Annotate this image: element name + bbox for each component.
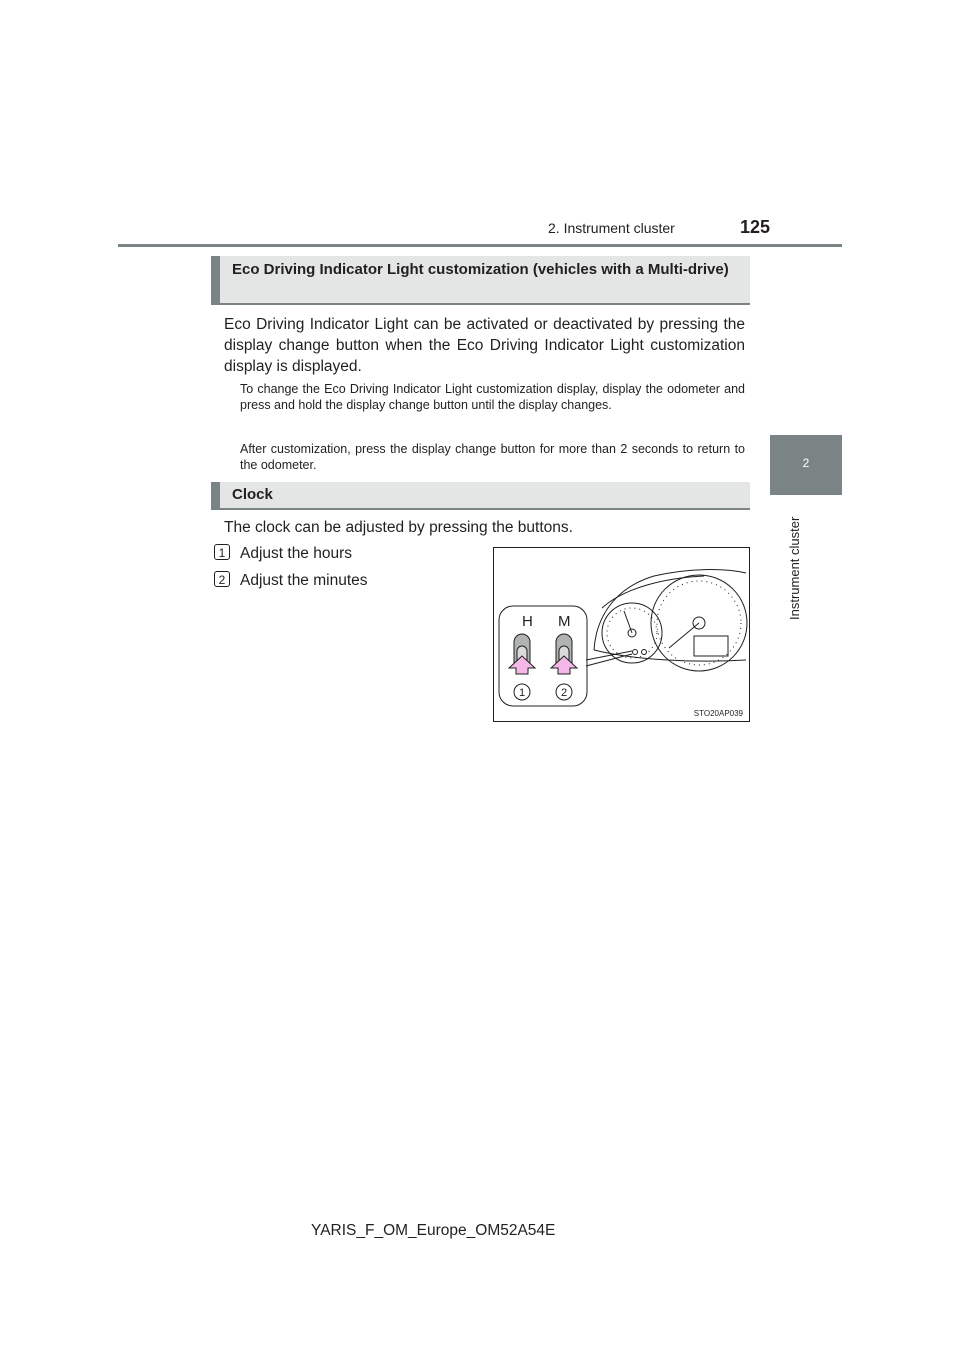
cluster-hood: [602, 576, 704, 608]
clock-buttons-illustration: [493, 547, 750, 722]
callout-frame: [499, 606, 587, 706]
list-item-text: Adjust the hours: [240, 545, 353, 562]
button-m-label: M: [558, 613, 571, 630]
eco-section-heading: Eco Driving Indicator Light customization (vehicles with a Multi-drive): [211, 256, 750, 305]
arrow-up-icon: [509, 656, 535, 674]
footer-doc-id: YARIS_F_OM_Europe_OM52A54E: [311, 1222, 556, 1239]
header-rule: [118, 244, 842, 247]
instrument-cluster-drawing: [494, 548, 749, 721]
callout-number-2: 2: [560, 687, 568, 699]
page-number: 125: [740, 217, 771, 237]
clock-section-body: The clock can be adjusted by pressing the buttons.: [224, 519, 573, 536]
clock-button-m-small: [642, 650, 647, 655]
eco-section-body: Eco Driving Indicator Light can be activated or deactivated by pressing the display change button when the Eco Driving Indicator Light customization display is displayed.: [224, 316, 745, 375]
clock-button-h-small: [633, 650, 638, 655]
tachometer-needle: [624, 611, 632, 633]
button-h-label: H: [522, 613, 533, 630]
chapter-tab-label: [784, 506, 804, 620]
callout-badge-2: 2: [214, 571, 230, 587]
header-section-title: 2. Instrument cluster: [548, 220, 675, 236]
list-item-hours: [214, 544, 352, 564]
callout-badge-1: 1: [214, 544, 230, 560]
chapter-tab-number: 2: [802, 456, 810, 470]
clock-section-heading: Clock: [211, 482, 750, 510]
list-item-minutes: [214, 571, 368, 591]
eco-section-note-1: To change the Eco Driving Indicator Light customization display, display the odometer and press and hold the display change button until the display changes.: [240, 382, 745, 412]
arrow-up-icon: [551, 656, 577, 674]
button-m: [551, 613, 577, 674]
callout-number-1: 1: [518, 687, 526, 699]
chapter-tab-label-text: Instrument cluster: [787, 516, 802, 620]
button-h: [509, 613, 535, 674]
callout-2: [556, 684, 572, 700]
callout-1: [514, 684, 530, 700]
figure-code: STO20AP039: [693, 709, 743, 718]
multi-information-display: [694, 636, 728, 656]
list-item-text: Adjust the minutes: [240, 572, 368, 589]
eco-section-note-2: After customization, press the display change button for more than 2 seconds to return to the odometer.: [240, 442, 745, 472]
